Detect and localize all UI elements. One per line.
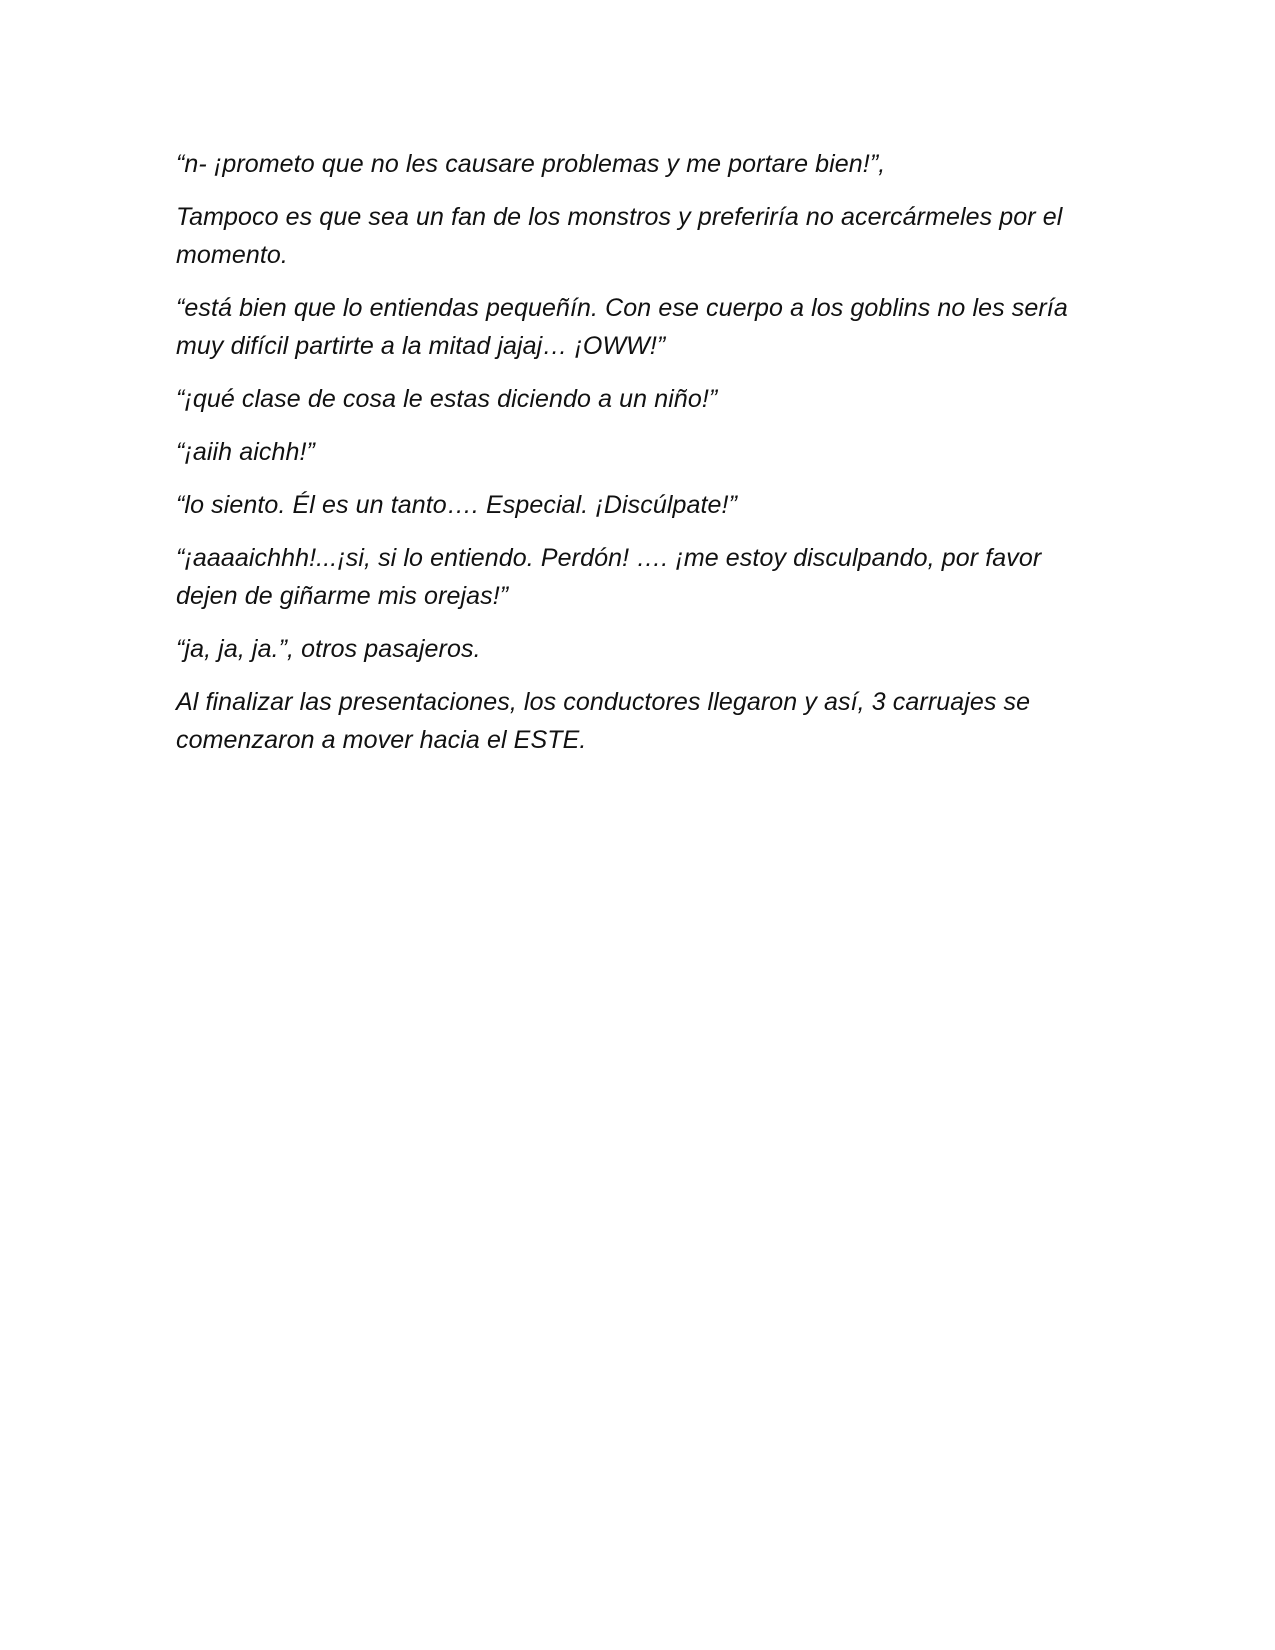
paragraph-1: “n- ¡prometo que no les causare problemas y me portare bien!”, [176,150,886,178]
paragraph-4: “¡qué clase de cosa le estas diciendo a un niño!” [176,385,718,413]
paragraph-2: Tampoco es que sea un fan de los monstros y preferiría no acercármeles por el momento. [176,203,1063,269]
paragraph-6: “lo siento. Él es un tanto…. Especial. ¡Discúlpate!” [176,491,738,519]
paragraph-3: “está bien que lo entiendas pequeñín. Con ese cuerpo a los goblins no les sería muy difícil partirte a la mitad jajaj… ¡OWW!” [176,294,1068,360]
paragraph-9: Al finalizar las presentaciones, los conductores llegaron y así, 3 carruajes se comenzaron a mover hacia el ESTE. [176,688,1031,754]
text-body [176,145,1106,774]
paragraph-5: “¡aiih aichh!” [176,438,315,466]
paragraph-7: “¡aaaaichhh!...¡si, si lo entiendo. Perdón! …. ¡me estoy disculpando, por favor dejen de giñarme mis orejas!” [176,544,1042,610]
paragraph-8: “ja, ja, ja.”, otros pasajeros. [176,635,481,663]
